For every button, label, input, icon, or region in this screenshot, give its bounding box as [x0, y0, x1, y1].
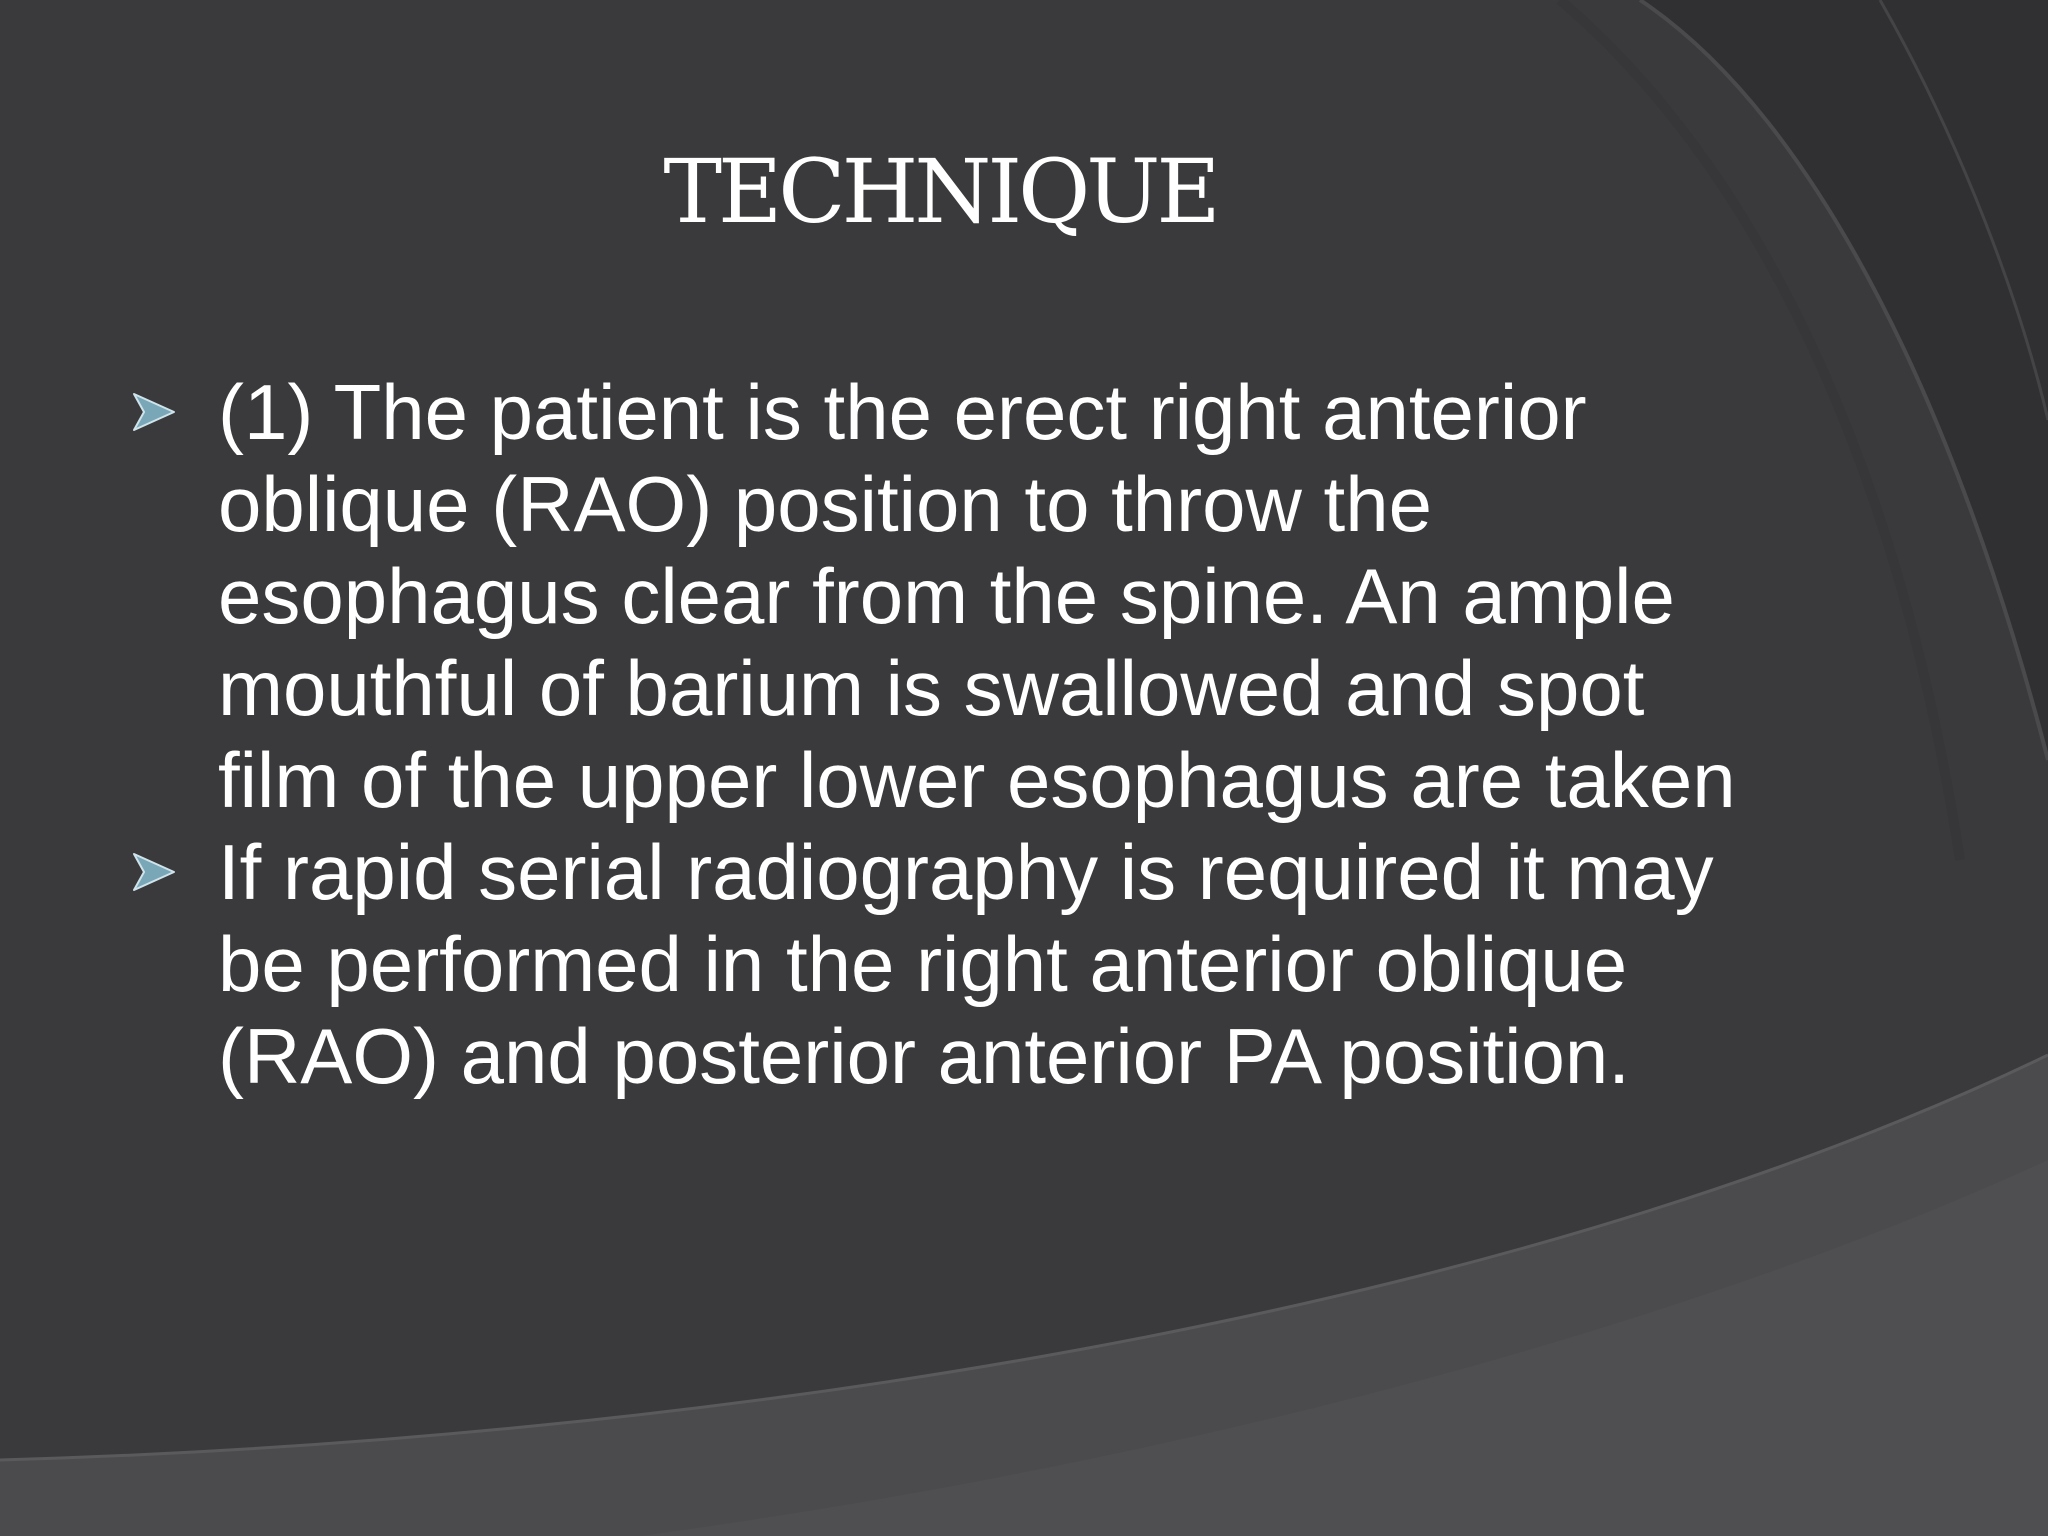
bullet-list [130, 366, 1770, 1102]
bullet-item [130, 366, 1770, 826]
bullet-item [130, 826, 1770, 1102]
arrowhead-icon [130, 826, 218, 918]
slide-title: TECHNIQUE [663, 140, 1217, 243]
arrowhead-icon [130, 366, 218, 458]
bullet-text: If rapid serial radiography is required it may be performed in the right anterior oblique (RAO) and posterior anterior PA position. [218, 828, 1714, 1100]
bullet-text: (1) The patient is the erect right anterior oblique (RAO) position to throw the esophagus clear from the spine. An ample mouthful of barium is swallowed and spot film of the upper lower esophagus are taken [218, 368, 1736, 824]
